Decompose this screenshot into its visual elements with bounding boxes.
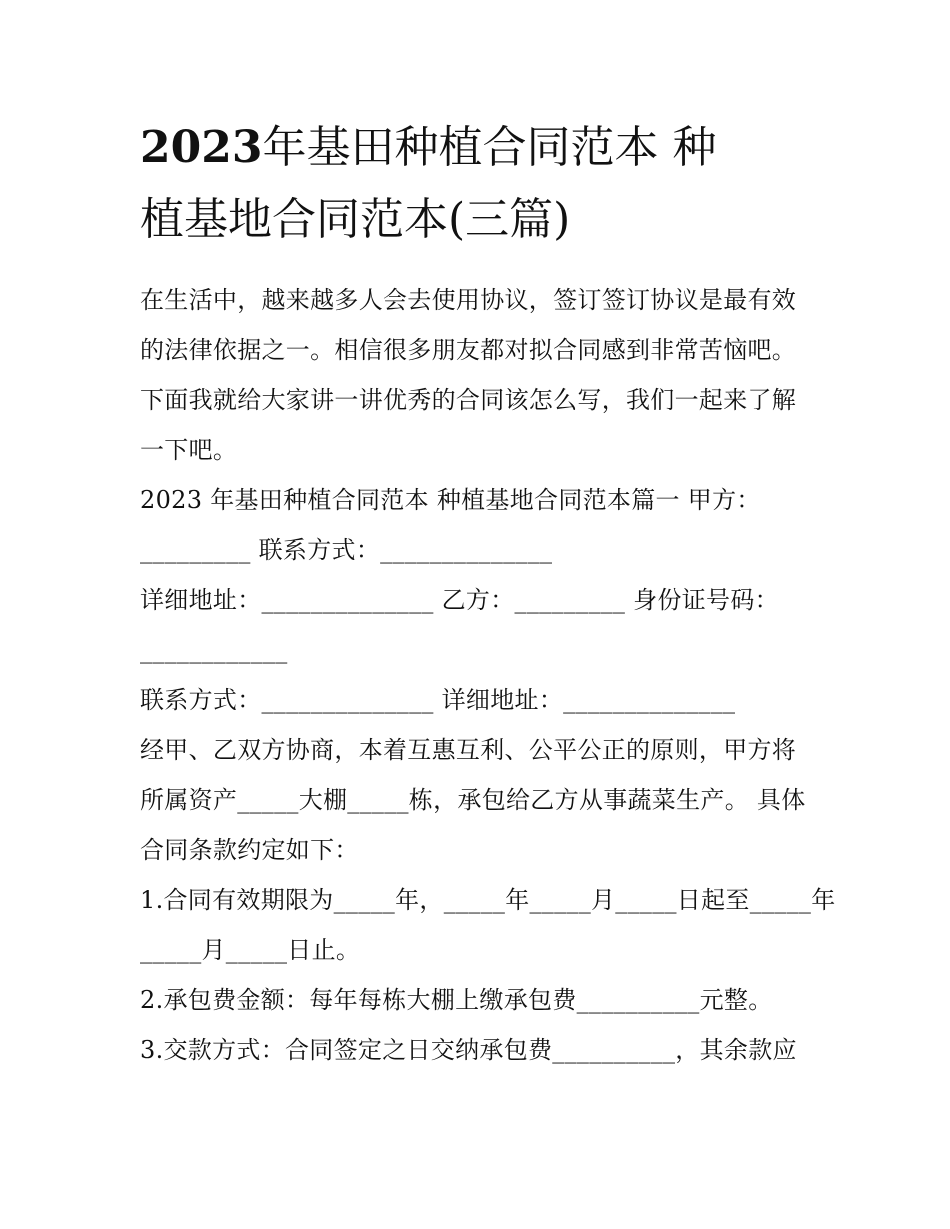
body-line: ____________	[140, 636, 288, 664]
body-line: 一下吧。	[140, 436, 238, 464]
title-line2-text: 植基地合同范本(三篇)	[140, 194, 571, 245]
body-line: 1.合同有效期限为_____年，_____年_____月_____日起至_____年	[140, 886, 836, 914]
title-year: 2023	[140, 122, 263, 173]
document-body	[140, 275, 836, 1075]
body-line: 2023 年基田种植合同范本 种植基地合同范本篇一 甲方：	[140, 486, 761, 514]
body-line: 下面我就给大家讲一讲优秀的合同该怎么写，我们一起来了解	[140, 386, 797, 414]
body-line: _____月_____日止。	[140, 936, 361, 964]
body-line: 3.交款方式：合同签定之日交纳承包费__________，其余款应	[140, 1036, 797, 1064]
body-line: 联系方式：______________ 详细地址：______________	[140, 686, 736, 714]
body-line: 的法律依据之一。相信很多朋友都对拟合同感到非常苦恼吧。	[140, 336, 797, 364]
document-title	[140, 112, 820, 256]
body-line: 2.承包费金额：每年每栋大棚上缴承包费__________元整。	[140, 986, 773, 1014]
body-line: 详细地址：______________ 乙方：_________ 身份证号码：	[140, 586, 779, 614]
body-line: 经甲、乙双方协商，本着互惠互利、公平公正的原则，甲方将	[140, 736, 797, 764]
title-line1-text: 年基田种植合同范本 种	[262, 122, 717, 173]
body-line: 合同条款约定如下：	[140, 836, 359, 864]
body-line: 在生活中，越来越多人会去使用协议，签订签订协议是最有效	[140, 286, 797, 314]
body-line: 所属资产_____大棚_____栋，承包给乙方从事蔬菜生产。 具体	[140, 786, 806, 814]
body-line: _________ 联系方式：______________	[140, 536, 553, 564]
